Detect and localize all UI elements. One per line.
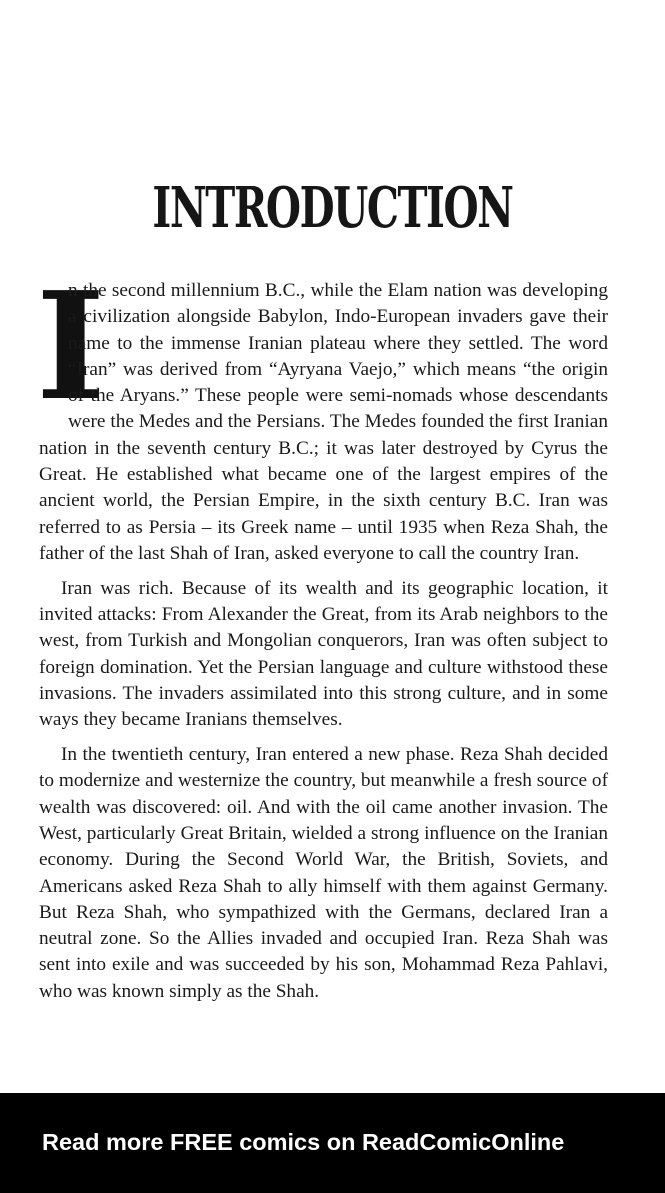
introduction-text bbox=[36, 259, 608, 1014]
paragraph-3: In the twentieth century, Iran entered a new phase. Reza Shah decided to modernize and westernize the country, but meanwhile a fresh source of wealth was discovered: oil. And with the oil came another invasion. The West, particularly Great Britain, wielded a strong influence on the Iranian economy. During the Second World War, the British, Soviets, and Americans asked Reza Shah to ally himself with them against Germany. But Reza Shah, who sympathized with the Germans, declared Iran a neutral zone. So the Allies invaded and occupied Iran. Reza Shah was sent into exile and was succeeded by his son, Mohammad Reza Pahlavi, who was known simply as the Shah. bbox=[39, 744, 608, 1002]
paragraph-1-text: n the second millennium B.C., while the Elam nation was developing a civilization alongside Babylon, Indo-European invaders gave their name to the immense Iranian plateau where they settled. The word “Iran” was derived from “Ayryana Vaejo,” which means “the origin of the Aryans.” These people were semi-nomads whose descendants were the Medes and the Persians. The Medes founded the first Iranian nation in the seventh century B.C.; it was later destroyed by Cyrus the Great. He established what became one of the largest empires of the ancient world, the Persian Empire, in the sixth century B.C. Iran was referred to as Persia – its Greek name – until 1935 when Reza Shah, the father of the last Shah of Iran, asked everyone to call the country Iran. bbox=[39, 280, 608, 564]
drop-cap: I bbox=[36, 259, 106, 433]
paragraph-2: Iran was rich. Because of its wealth and its geographic location, it invited attacks: From Alexander the Great, from its Arab neighbors to the west, from Turkish and Mongolian conquerors, Iran was often subject to foreign domination. Yet the Persian language and culture withstood these invasions. The invaders assimilated into this strong culture, and in some ways they became Iranians themselves. bbox=[39, 577, 608, 731]
page-title: INTRODUCTION bbox=[152, 175, 513, 241]
paragraph-1 bbox=[36, 259, 608, 567]
footer-banner-text[interactable]: Read more FREE comics on ReadComicOnline bbox=[42, 1129, 565, 1155]
